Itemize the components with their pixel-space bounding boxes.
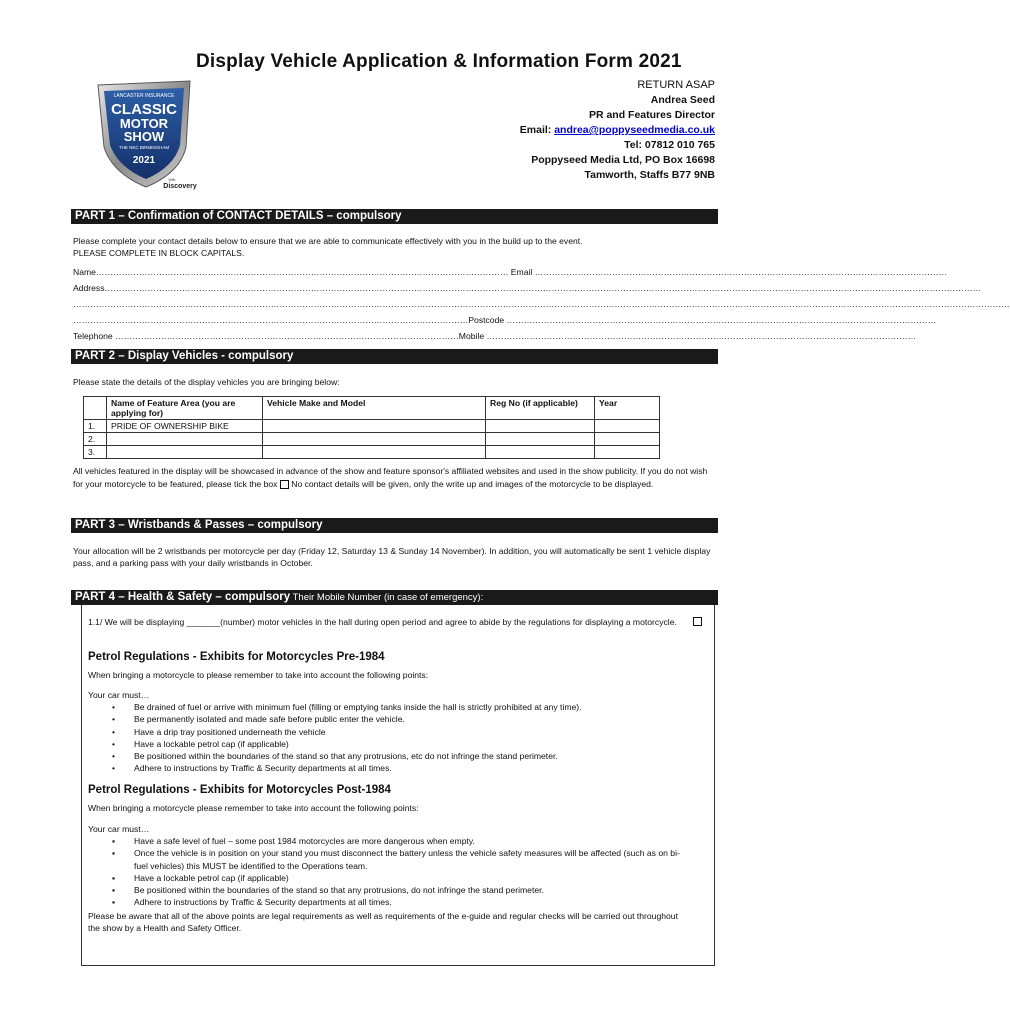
- part1-intro-line2: PLEASE COMPLETE IN BLOCK CAPITALS.: [73, 248, 245, 258]
- part4-heading-main: PART 4 – Health & Safety – compulsory: [75, 591, 291, 603]
- post-1984-list: [88, 835, 688, 909]
- row-number: 3.: [84, 446, 107, 459]
- part2-note-b: No contact details will be given, only the write up and images of the motorcycle to be displayed.: [291, 478, 654, 489]
- pre-1984-title: Petrol Regulations - Exhibits for Motorcycles Pre-1984: [88, 651, 385, 663]
- table-row: [84, 420, 660, 433]
- part2-note: [73, 465, 718, 490]
- column-header: Vehicle Make and Model: [263, 397, 486, 420]
- part3-text: Your allocation will be 2 wristbands per motorcycle per day (Friday 12, Saturday 13 & Sunday 14 November). In addition, you will automatically be sent 1 vehicle display pass, and a parking pass with your daily wristbands in October.: [73, 546, 711, 568]
- list-item: • Be positioned within the boundaries of the stand so that any protrusions, etc do not infringe the stand perimeter.: [112, 751, 558, 762]
- telephone-mobile-field[interactable]: Telephone …………………………………………………………………………………………………………Mobile ……………………………………………………………………………………………………………………………………: [73, 331, 917, 341]
- part1-intro: [73, 235, 718, 259]
- column-header: Year: [595, 397, 660, 420]
- logo-top-text: LANCASTER INSURANCE: [113, 93, 175, 99]
- feature-cell[interactable]: [107, 446, 263, 459]
- hs-agree-checkbox[interactable]: [693, 617, 702, 626]
- logo-line2: MOTOR: [119, 116, 169, 131]
- table-row: [84, 433, 660, 446]
- year-cell[interactable]: [595, 446, 660, 459]
- list-item: • Be drained of fuel or arrive with minimum fuel (filling or emptying tanks inside the hall is strictly prohibited at any time).: [112, 702, 582, 712]
- table-cell: [84, 397, 107, 420]
- show-logo: [90, 77, 205, 192]
- post-1984-must: Your car must…: [88, 824, 150, 834]
- reg-cell[interactable]: [486, 433, 595, 446]
- make-model-cell[interactable]: [263, 446, 486, 459]
- pre-1984-must: Your car must…: [88, 690, 150, 700]
- part2-note-a: All vehicles featured in the display will be showcased in advance of the show and feature sponsor's affiliated websites and used in the show publicity. If you do not wish for your motorcycle to be featured, please tick the box: [73, 466, 708, 489]
- column-header: Reg No (if applicable): [486, 397, 595, 420]
- logo-venue: THE NEC BIRMINGHAM: [118, 145, 170, 150]
- vehicle-table: [83, 396, 660, 459]
- return-contact-block: [520, 78, 715, 183]
- address-line-2: Tamworth, Staffs B77 9NB: [584, 169, 715, 181]
- email-label: Email:: [519, 124, 555, 136]
- list-item: ▪ Once the vehicle is in position on your stand you must disconnect the battery unless the vehicle safety measures will be affected (such as on bi-fuel vehicles) this MUST be identified to the Operations team.: [112, 848, 680, 871]
- part4-heading-sub: Their Mobile Number (in case of emergency):: [290, 592, 484, 603]
- post-1984-title: Petrol Regulations - Exhibits for Motorcycles Post-1984: [88, 784, 391, 796]
- logo-sponsor-small: With: [168, 178, 176, 182]
- reg-cell[interactable]: [486, 420, 595, 433]
- list-item: • Adhere to instructions by Traffic & Security departments at all times.: [112, 763, 392, 774]
- part2-intro: Please state the details of the display vehicles you are bringing below:: [73, 377, 340, 387]
- contact-role: PR and Features Director: [588, 109, 715, 121]
- post-1984-intro: When bringing a motorcycle please remember to take into account the following points:: [88, 803, 419, 813]
- list-item: • Be permanently isolated and made safe before public enter the vehicle.: [112, 714, 405, 725]
- no-feature-checkbox[interactable]: [280, 480, 289, 489]
- contact-tel: Tel: 07812 010 765: [624, 139, 715, 151]
- address-field-line2[interactable]: …………………………………………………………………………………………………………………………………………………………………………………………………………………………………………………………………………………………………: [73, 299, 1010, 309]
- list-item: ▪ Have a lockable petrol cap (if applicable): [112, 872, 289, 883]
- row-number: 1.: [84, 420, 107, 433]
- postcode-field[interactable]: …………………………………………………………………………………………………………………………Postcode ……………………………………………………………………………………………………………………………………: [73, 315, 937, 325]
- pre-1984-list: [88, 701, 688, 775]
- feature-cell[interactable]: PRIDE OF OWNERSHIP BIKE: [107, 420, 263, 433]
- hs-declaration: 1.1/ We will be displaying _______(number) motor vehicles in the hall during open period and agree to abide by the regulations for displaying a motorcycle.: [88, 617, 677, 627]
- part4-heading: [71, 590, 718, 605]
- logo-line1: CLASSIC: [111, 101, 177, 118]
- make-model-cell[interactable]: [263, 420, 486, 433]
- return-label: RETURN ASAP: [637, 79, 715, 91]
- address-field[interactable]: Address………………………………………………………………………………………………………………………………………………………………………………………………………………………………………………………………………………: [73, 283, 982, 293]
- column-header: Name of Feature Area (you are applying for): [107, 397, 263, 420]
- table-row: [84, 446, 660, 459]
- year-cell[interactable]: [595, 420, 660, 433]
- row-number: 2.: [84, 433, 107, 446]
- logo-line3: SHOW: [123, 129, 165, 144]
- hs-closing-note: Please be aware that all of the above points are legal requirements as well as requirements of the e-guide and regular checks will be carried out throughout the show by a Health and Safety Officer.: [88, 911, 678, 933]
- list-item: ▪ Adhere to instructions by Traffic & Security departments at all times.: [112, 897, 392, 908]
- list-item: • Have a lockable petrol cap (if applicable): [112, 738, 289, 749]
- part1-intro-line1: Please complete your contact details below to ensure that we are able to communicate effectively with you in the build up to the event.: [73, 236, 583, 246]
- year-cell[interactable]: [595, 433, 660, 446]
- pre-1984-intro: When bringing a motorcycle to please remember to take into account the following points:: [88, 670, 429, 680]
- part1-heading: PART 1 – Confirmation of CONTACT DETAILS – compulsory: [71, 209, 718, 224]
- list-item: • Have a drip tray positioned underneath the vehicle: [112, 726, 326, 737]
- address-line-1: Poppyseed Media Ltd, PO Box 16698: [531, 154, 715, 166]
- form-title: Display Vehicle Application & Information Form 2021: [196, 51, 682, 72]
- contact-name: Andrea Seed: [650, 94, 715, 106]
- table-header-row: [84, 397, 660, 420]
- logo-year: 2021: [132, 155, 156, 166]
- email-link[interactable]: andrea@poppyseedmedia.co.uk: [554, 124, 715, 136]
- make-model-cell[interactable]: [263, 433, 486, 446]
- part3-heading: PART 3 – Wristbands & Passes – compulsory: [71, 518, 718, 533]
- reg-cell[interactable]: [486, 446, 595, 459]
- part2-heading: PART 2 – Display Vehicles - compulsory: [71, 349, 718, 364]
- feature-cell[interactable]: [107, 433, 263, 446]
- list-item: ▪ Be positioned within the boundaries of the stand so that any protrusions, do not infringe the stand perimeter.: [112, 885, 544, 896]
- name-email-field[interactable]: Name……………………………………………………………………………………………………………………………… Email ………………………………………………………………………………………………………………………………: [73, 267, 948, 277]
- show-logo-shield-icon: [90, 77, 205, 192]
- logo-sponsor: Discovery: [163, 183, 197, 190]
- list-item: ▪ Have a safe level of fuel – some post 1984 motorcycles are more dangerous when empty.: [112, 836, 475, 846]
- contact-email-row: [520, 123, 715, 138]
